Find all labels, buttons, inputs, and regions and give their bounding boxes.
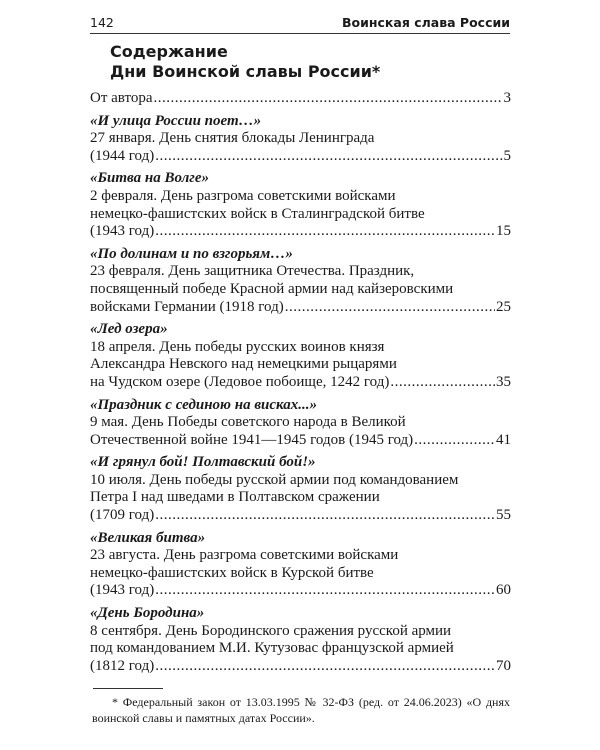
dot-leader — [155, 658, 495, 676]
entry-last-line — [90, 658, 511, 676]
dot-leader — [155, 223, 495, 241]
toc-page: 15 — [496, 223, 511, 240]
entry-title: «Великая битва» — [90, 529, 206, 546]
page-number: 142 — [90, 15, 114, 30]
entry-line: (1944 год) — [90, 147, 155, 164]
entry-line: немецко-фашистских войск в Сталинградской битве — [90, 205, 425, 222]
entry-line: 27 января. День снятия блокады Ленинграда — [90, 130, 375, 147]
toc-entry — [90, 170, 511, 240]
entry-line: под командованием М.И. Кутузовас французской армией — [90, 640, 454, 657]
entry-line: (1812 год) — [90, 657, 155, 674]
dot-leader — [390, 374, 495, 392]
entry-line: посвященный победе Красной армии над кайзеровскими — [90, 280, 454, 297]
entry-line: войсками Германии (1918 год) — [90, 298, 284, 315]
entry-line: Александра Невского над немецкими рыцарями — [90, 356, 397, 373]
toc-entry — [90, 530, 511, 600]
toc-page: 25 — [496, 298, 511, 315]
entry-line: 9 мая. День Победы советского народа в Великой — [90, 414, 406, 431]
toc-entry — [90, 246, 511, 316]
entry-line: (1709 год) — [90, 507, 155, 524]
toc-label: От автора — [90, 90, 153, 106]
entry-line: 23 февраля. День защитника Отечества. Праздник, — [90, 263, 415, 280]
title-line-2: Дни Воинской славы России* — [110, 62, 381, 81]
entry-title: «И грянул бой! Полтавский бой!» — [90, 454, 316, 471]
toc-page: 70 — [496, 657, 511, 674]
entry-last-line — [90, 374, 511, 392]
entry-title: «По долинам и по взгорьям…» — [90, 245, 293, 262]
toc-entry — [90, 321, 511, 391]
running-title: Воинская слава России — [342, 15, 510, 30]
entry-line: (1943 год) — [90, 582, 155, 599]
dot-leader — [414, 432, 495, 450]
toc-page: 41 — [496, 431, 511, 448]
entry-line: 18 апреля. День победы русских воинов князя — [90, 338, 385, 355]
entry-title: «Лед озера» — [90, 321, 168, 338]
entry-line: на Чудском озере (Ледовое побоище, 1242 год) — [90, 373, 390, 390]
entry-line: Петра I над шведами в Полтавском сражении — [90, 489, 380, 506]
footnote-rule — [93, 688, 163, 689]
entry-title: «Битва на Волге» — [90, 170, 209, 187]
entry-last-line — [90, 582, 511, 600]
entry-title: «Праздник с сединою на висках...» — [90, 396, 318, 413]
entry-line: 2 февраля. День разгрома советскими войсками — [90, 187, 396, 204]
entry-last-line — [90, 223, 511, 241]
table-of-contents — [90, 90, 511, 675]
entry-last-line — [90, 299, 511, 317]
page-title — [110, 42, 380, 82]
entry-last-line — [90, 148, 511, 166]
dot-leader — [285, 299, 495, 317]
entry-line: немецко-фашистских войск в Курской битве — [90, 564, 374, 581]
entry-title: «День Бородина» — [90, 605, 205, 622]
dot-leader — [155, 507, 495, 525]
entry-line: 10 июля. День победы русской армии под командованием — [90, 471, 459, 488]
toc-page: 35 — [496, 373, 511, 390]
dot-leader — [154, 90, 503, 108]
toc-entry — [90, 454, 511, 524]
toc-page: 3 — [503, 90, 511, 106]
dot-leader — [155, 148, 502, 166]
entry-line: Отечественной войне 1941—1945 годов (1945 год) — [90, 431, 414, 448]
entry-last-line — [90, 432, 511, 450]
toc-page: 55 — [496, 507, 511, 524]
toc-entry — [90, 397, 511, 450]
toc-entry — [90, 605, 511, 675]
footnote: * Федеральный закон от 13.03.1995 № 32-ФЗ (ред. от 24.06.2023) «О днях воинской славы и памятных датах России». — [92, 695, 510, 725]
entry-line: 8 сентября. День Бородинского сражения русской армии — [90, 622, 452, 639]
entry-line: 23 августа. День разгрома советскими войсками — [90, 547, 399, 564]
toc-entries — [90, 113, 511, 676]
running-header — [90, 13, 510, 34]
entry-title: «И улица России поет…» — [90, 112, 262, 129]
dot-leader — [155, 582, 495, 600]
toc-page: 5 — [503, 147, 511, 164]
title-line-1: Содержание — [110, 42, 228, 61]
entry-last-line — [90, 507, 511, 525]
toc-preface — [90, 90, 511, 108]
toc-entry — [90, 113, 511, 166]
toc-page: 60 — [496, 582, 511, 599]
entry-line: (1943 год) — [90, 223, 155, 240]
